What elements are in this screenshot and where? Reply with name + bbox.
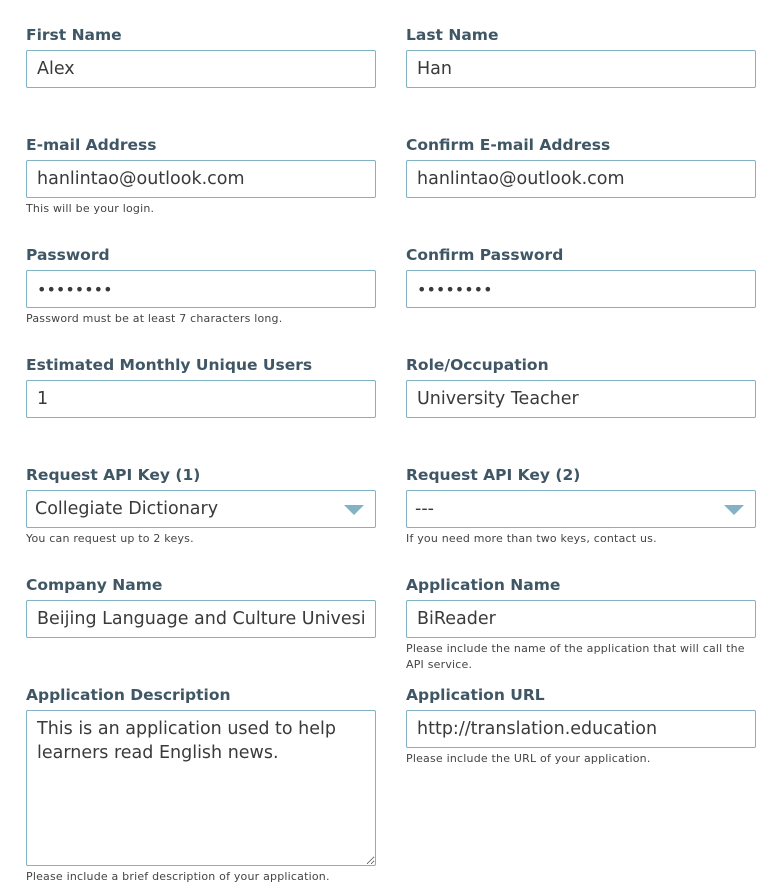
monthly-users-input[interactable] bbox=[26, 380, 376, 418]
company-name-input[interactable] bbox=[26, 600, 376, 638]
api-key-1-label: Request API Key (1) bbox=[26, 466, 201, 484]
password-help-text: Password must be at least 7 characters long. bbox=[26, 312, 283, 325]
application-name-label: Application Name bbox=[406, 576, 561, 594]
email-label: E-mail Address bbox=[26, 136, 157, 154]
api-key-2-selected-value: --- bbox=[415, 499, 434, 519]
email-input[interactable] bbox=[26, 160, 376, 198]
application-url-help-text: Please include the URL of your application. bbox=[406, 752, 651, 765]
company-name-label: Company Name bbox=[26, 576, 163, 594]
first-name-label: First Name bbox=[26, 26, 122, 44]
application-name-help-text: Please include the name of the application that will call the API service. bbox=[406, 642, 745, 671]
api-key-2-field bbox=[406, 464, 756, 547]
first-name-input[interactable] bbox=[26, 50, 376, 88]
application-name-input[interactable] bbox=[406, 600, 756, 638]
monthly-users-field bbox=[26, 354, 376, 418]
chevron-down-icon bbox=[724, 505, 744, 515]
api-key-2-help-text: If you need more than two keys, contact us. bbox=[406, 532, 657, 545]
password-label: Password bbox=[26, 246, 110, 264]
confirm-email-input[interactable] bbox=[406, 160, 756, 198]
api-key-2-label: Request API Key (2) bbox=[406, 466, 581, 484]
monthly-users-label: Estimated Monthly Unique Users bbox=[26, 356, 313, 374]
chevron-down-icon bbox=[344, 505, 364, 515]
role-field bbox=[406, 354, 756, 418]
confirm-password-label: Confirm Password bbox=[406, 246, 564, 264]
confirm-password-input[interactable] bbox=[406, 270, 756, 308]
company-name-field bbox=[26, 574, 376, 638]
api-key-1-field bbox=[26, 464, 376, 547]
api-key-1-help-text: You can request up to 2 keys. bbox=[26, 532, 194, 545]
role-label: Role/Occupation bbox=[406, 356, 549, 374]
password-field bbox=[26, 244, 376, 327]
api-key-2-select[interactable] bbox=[406, 490, 756, 528]
api-key-1-selected-value: Collegiate Dictionary bbox=[35, 499, 219, 519]
confirm-email-label: Confirm E-mail Address bbox=[406, 136, 611, 154]
last-name-label: Last Name bbox=[406, 26, 499, 44]
application-url-field bbox=[406, 684, 756, 767]
role-input[interactable] bbox=[406, 380, 756, 418]
confirm-password-field bbox=[406, 244, 756, 308]
application-description-textarea[interactable] bbox=[26, 710, 376, 866]
password-input[interactable] bbox=[26, 270, 376, 308]
api-key-1-select[interactable] bbox=[26, 490, 376, 528]
application-url-input[interactable] bbox=[406, 710, 756, 748]
application-url-label: Application URL bbox=[406, 686, 545, 704]
application-description-label: Application Description bbox=[26, 686, 231, 704]
application-description-field bbox=[26, 684, 376, 885]
application-description-help-text: Please include a brief description of your application. bbox=[26, 870, 330, 883]
email-help-text: This will be your login. bbox=[26, 202, 155, 215]
last-name-input[interactable] bbox=[406, 50, 756, 88]
application-name-field bbox=[406, 574, 756, 673]
last-name-field bbox=[406, 24, 756, 88]
email-field bbox=[26, 134, 376, 217]
first-name-field bbox=[26, 24, 376, 88]
confirm-email-field bbox=[406, 134, 756, 198]
